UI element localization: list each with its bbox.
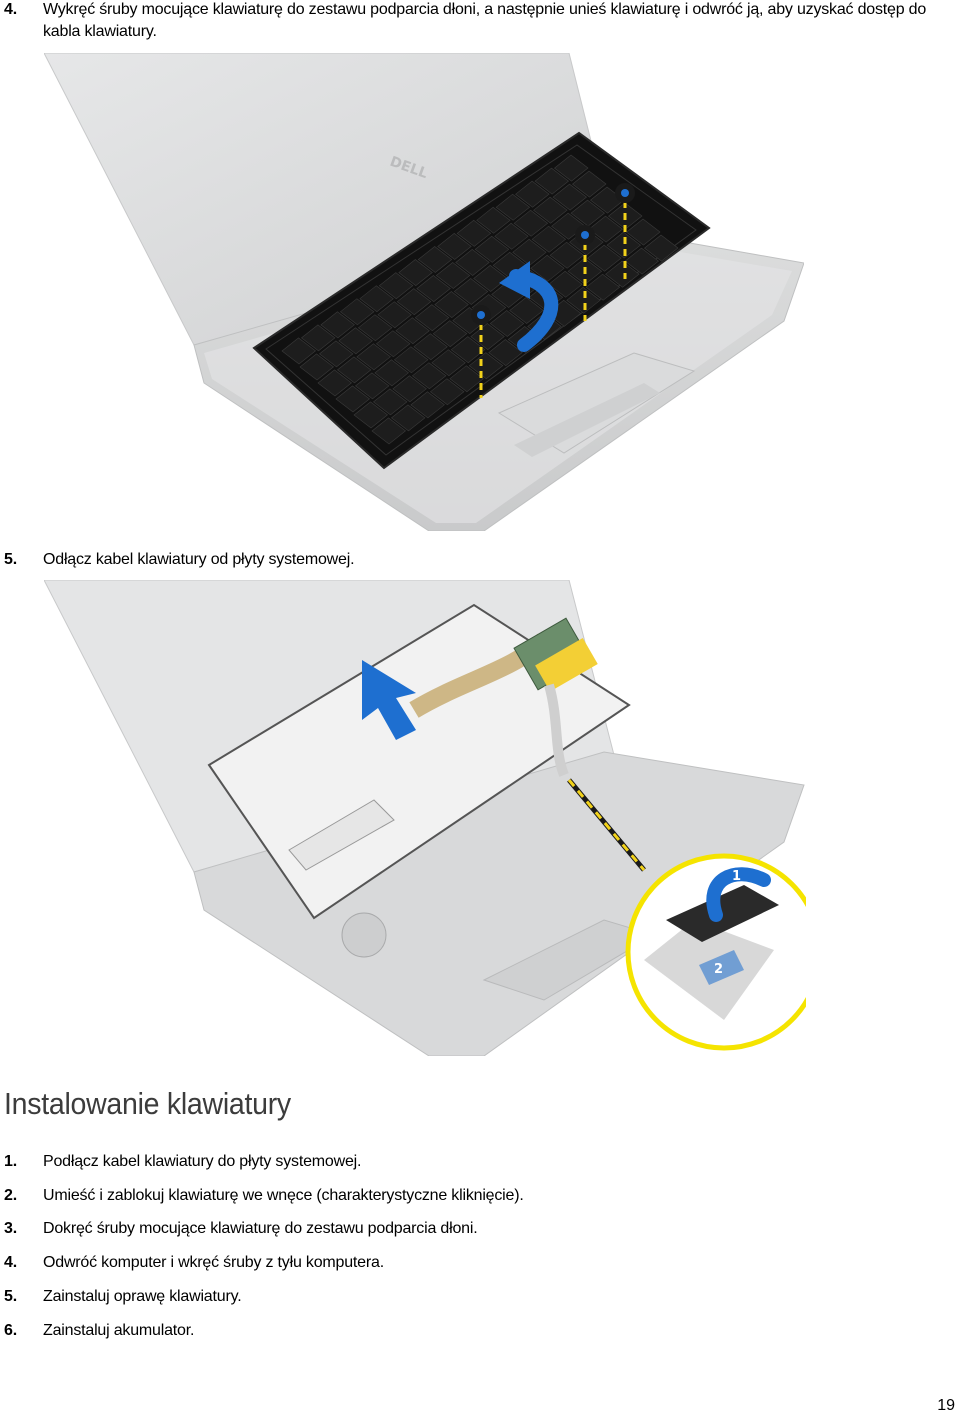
step-text: Odwróć komputer i wkręć śruby z tyłu komputera.: [43, 1254, 384, 1271]
section-title: Instalowanie klawiatury: [4, 1086, 291, 1121]
removal-step-5: [4, 549, 954, 571]
step-number: 6.: [4, 1322, 17, 1339]
step-number: 2.: [4, 1187, 17, 1204]
step-number: 5.: [4, 1288, 17, 1305]
step-text: Umieść i zablokuj klawiaturę we wnęce (charakterystyczne kliknięcie).: [43, 1187, 524, 1204]
step-text: Zainstaluj oprawę klawiatury.: [43, 1288, 242, 1305]
step-text: Podłącz kabel klawiatury do płyty systemowej.: [43, 1153, 362, 1170]
step-text: Dokręć śruby mocujące klawiaturę do zestawu podparcia dłoni.: [43, 1220, 478, 1237]
step-number: 4.: [4, 1254, 17, 1271]
step-number: 5.: [4, 551, 17, 568]
step-number: 3.: [4, 1220, 17, 1237]
step-text: Wykręć śruby mocujące klawiaturę do zestawu podparcia dłoni, a następnie unieś klawiaturę i odwróć ją, aby uzyskać dostęp do kabla klawiatury.: [43, 1, 927, 40]
dell-logo: DELL: [387, 153, 430, 183]
install-step: [4, 1286, 904, 1308]
step-text: Odłącz kabel klawiatury od płyty systemowej.: [43, 551, 355, 568]
step-text: Zainstaluj akumulator.: [43, 1322, 195, 1339]
install-step: [4, 1252, 904, 1274]
step-number: 1.: [4, 1153, 17, 1170]
install-step: [4, 1320, 904, 1342]
install-step: [4, 1218, 904, 1240]
install-step: [4, 1185, 904, 1207]
removal-step-4: [4, 0, 954, 43]
callout-number-1: 1: [732, 869, 742, 884]
install-step: [4, 1151, 904, 1173]
keyboard-cable-figure: [44, 580, 806, 1056]
callout-number-2: 2: [714, 962, 724, 977]
step-number: 4.: [4, 1, 17, 18]
keyboard-screws-figure: [44, 53, 804, 531]
page-number: 19: [937, 1397, 955, 1414]
